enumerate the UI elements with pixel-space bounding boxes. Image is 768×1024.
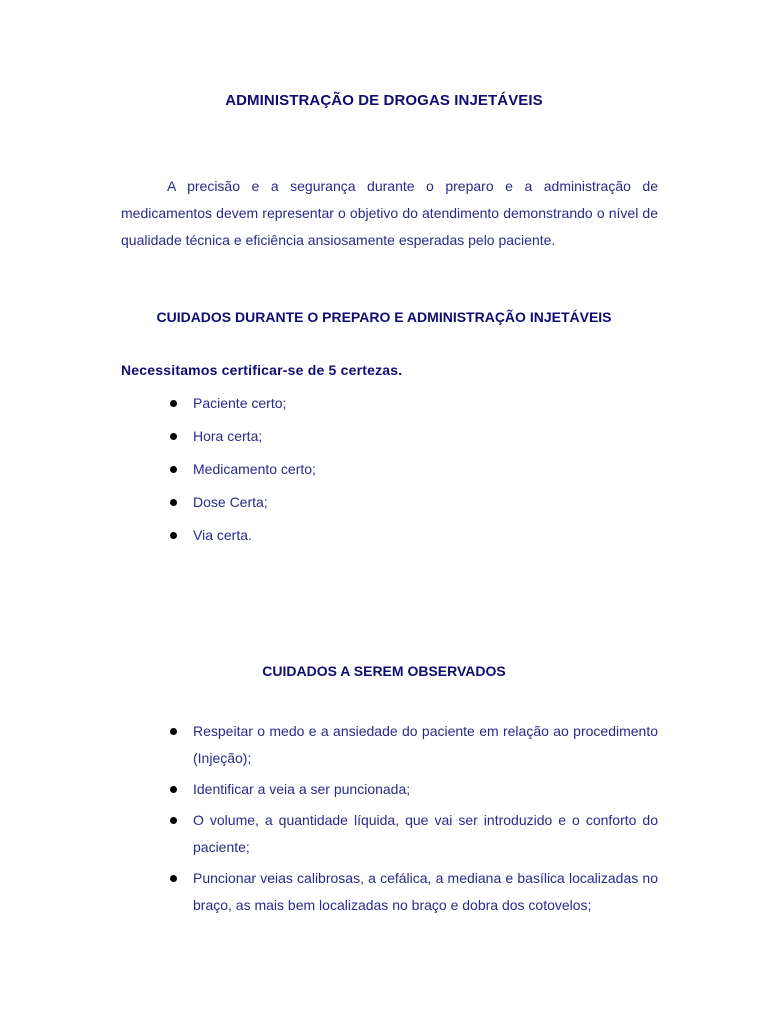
list-item-text: O volume, a quantidade líquida, que vai ser introduzido e o conforto do paciente; [193,812,658,855]
list-item-text: Puncionar veias calibrosas, a cefálica, a mediana e basílica localizadas no braço, as mais bem localizadas no braço e dobra dos cotovelos; [193,870,658,913]
list-item [167,491,658,524]
list-item-text: Dose Certa; [193,494,268,510]
list-item [167,807,658,861]
list-item-text: Paciente certo; [193,395,287,411]
list-item-text: Medicamento certo; [193,461,316,477]
list-item [167,718,658,772]
intro-paragraph: A precisão e a segurança durante o preparo e a administração de medicamentos devem representar o objetivo do atendimento demonstrando o nível de qualidade técnica e eficiência ansiosamente esperadas pelo paciente. [121,178,658,248]
bullet-icon [170,400,177,407]
list-item [167,524,658,557]
list-item-text: Via certa. [193,527,252,543]
certezas-lead: Necessitamos certificar-se de 5 certezas. [121,362,403,378]
list-item-text: Respeitar o medo e a ansiedade do paciente em relação ao procedimento (Injeção); [193,723,658,766]
list-item-text: Hora certa; [193,428,263,444]
cuidados-list [167,718,658,923]
list-item [167,392,658,425]
section-title-preparo: CUIDADOS DURANTE O PREPARO E ADMINISTRAÇÃO INJETÁVEIS [156,309,612,325]
section-title-observados: CUIDADOS A SEREM OBSERVADOS [262,663,506,679]
certezas-list [167,392,658,557]
bullet-icon [170,728,177,735]
list-item-text: Identificar a veia a ser puncionada; [193,781,411,797]
bullet-icon [170,499,177,506]
bullet-icon [170,786,177,793]
bullet-icon [170,466,177,473]
list-item [167,458,658,491]
document-title: ADMINISTRAÇÃO DE DROGAS INJETÁVEIS [225,92,543,109]
bullet-icon [170,817,177,824]
bullet-icon [170,433,177,440]
list-item [167,865,658,919]
list-item [167,776,658,803]
bullet-icon [170,875,177,882]
bullet-icon [170,532,177,539]
list-item [167,425,658,458]
